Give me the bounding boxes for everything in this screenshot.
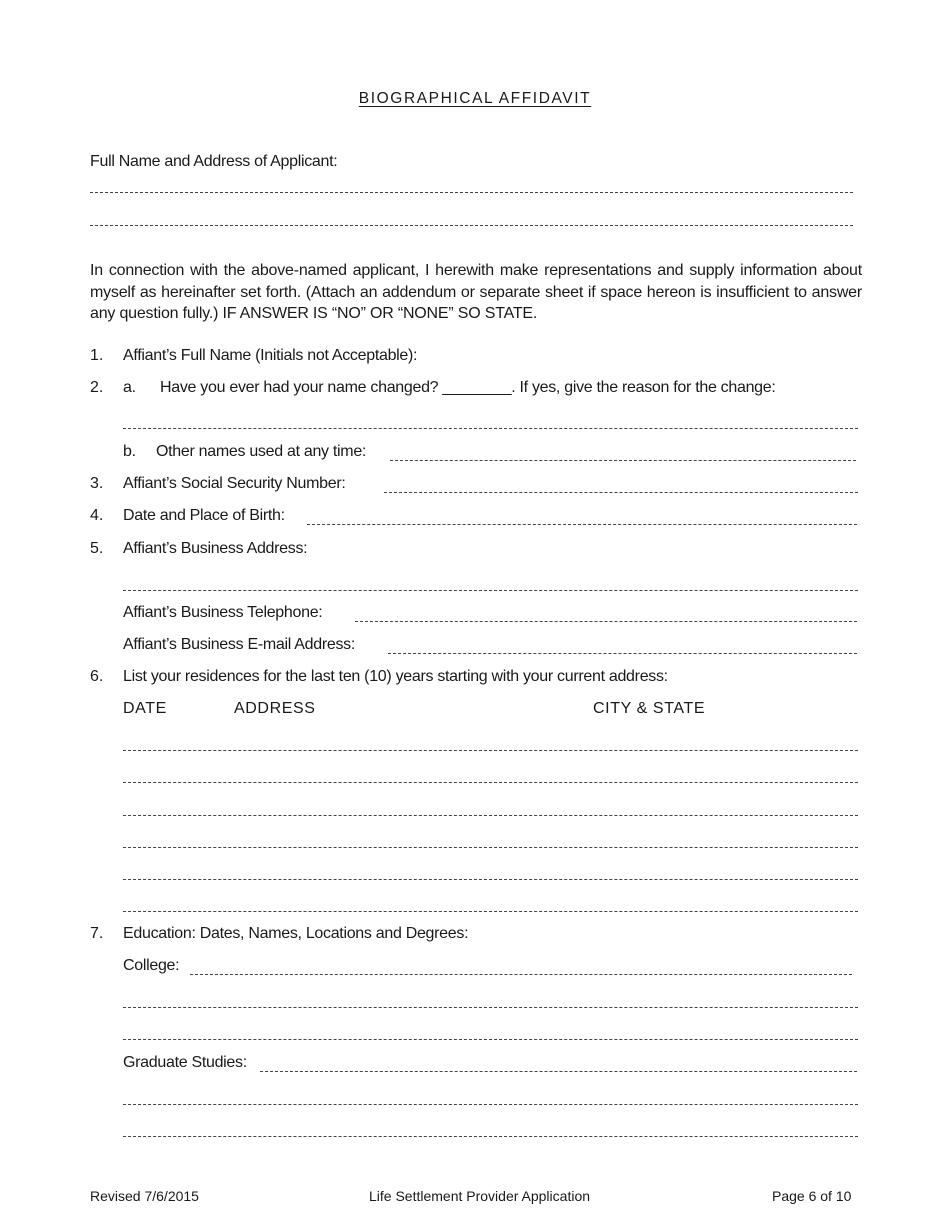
q6-col-date: DATE [123, 700, 167, 717]
q2b-letter: b. [123, 443, 136, 460]
page-title: BIOGRAPHICAL AFFIDAVIT [358, 90, 592, 107]
q7-college-label: College: [123, 957, 180, 974]
q3-label: Affiant’s Social Security Number: [123, 475, 346, 492]
q5-email-label: Affiant’s Business E-mail Address: [123, 636, 355, 653]
q6-residence-line-1[interactable] [123, 750, 858, 751]
q2b-label: Other names used at any time: [156, 443, 367, 460]
q7-graduate-line-2[interactable] [123, 1104, 858, 1105]
q1-number: 1. [90, 347, 104, 364]
applicant-label: Full Name and Address of Applicant: [90, 153, 338, 170]
q2b-answer-line[interactable] [390, 460, 856, 461]
q6-residence-line-2[interactable] [123, 782, 858, 783]
q5-label: Affiant’s Business Address: [123, 540, 308, 557]
intro-paragraph: In connection with the above-named applicant, I herewith make representations and supply information about myself as hereinafter set forth. (Attach an addendum or separate sheet if space hereon is insufficient to answer any question fully.) IF ANSWER IS “NO” OR “NONE” SO STATE. [90, 262, 862, 322]
q7-graduate-line-3[interactable] [123, 1136, 858, 1137]
q7-label: Education: Dates, Names, Locations and Degrees: [123, 925, 469, 942]
footer-revised: Revised 7/6/2015 [90, 1188, 199, 1204]
q5-telephone-line[interactable] [355, 621, 857, 622]
q7-college-line[interactable] [190, 974, 852, 975]
q7-number: 7. [90, 925, 104, 942]
q2a-label: Have you ever had your name changed? ________. If yes, give the reason for the change: [160, 379, 776, 396]
q7-graduate-label: Graduate Studies: [123, 1054, 247, 1071]
q6-residence-line-5[interactable] [123, 879, 858, 880]
q1-label: Affiant’s Full Name (Initials not Acceptable): [123, 347, 418, 364]
q6-residence-line-3[interactable] [123, 815, 858, 816]
footer-doc-name: Life Settlement Provider Application [369, 1188, 591, 1204]
q7-college-line-3[interactable] [123, 1039, 858, 1040]
q5-email-line[interactable] [388, 653, 857, 654]
q3-number: 3. [90, 475, 104, 492]
q6-residence-line-4[interactable] [123, 847, 858, 848]
q6-number: 6. [90, 668, 104, 685]
q3-answer-line[interactable] [384, 492, 858, 493]
q6-col-city-state: CITY & STATE [593, 700, 706, 717]
q7-college-line-2[interactable] [123, 1007, 858, 1008]
applicant-line-2[interactable] [90, 225, 853, 226]
q5-number: 5. [90, 540, 104, 557]
q5-address-line[interactable] [123, 590, 858, 591]
q4-label: Date and Place of Birth: [123, 507, 285, 524]
q6-col-address: ADDRESS [234, 700, 316, 717]
q6-residence-line-6[interactable] [123, 911, 858, 912]
footer-page-number: Page 6 of 10 [772, 1188, 852, 1204]
q2a-letter: a. [123, 379, 136, 396]
q7-graduate-line[interactable] [260, 1071, 857, 1072]
q6-label: List your residences for the last ten (10) years starting with your current address: [123, 668, 668, 685]
q4-answer-line[interactable] [307, 524, 857, 525]
q2-number: 2. [90, 379, 104, 396]
applicant-line-1[interactable] [90, 192, 853, 193]
q5-telephone-label: Affiant’s Business Telephone: [123, 604, 323, 621]
q2a-answer-line[interactable] [123, 428, 858, 429]
q4-number: 4. [90, 507, 104, 524]
